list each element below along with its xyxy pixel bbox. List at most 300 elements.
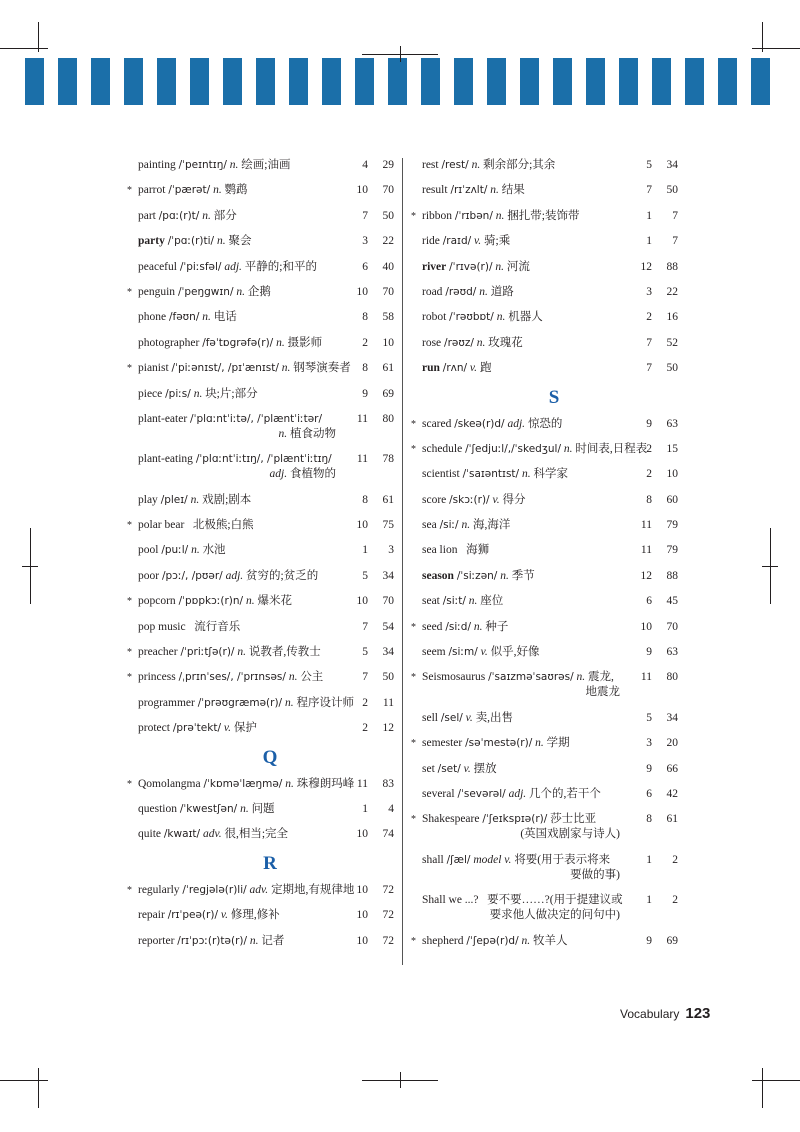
definition: 记者 (261, 934, 285, 947)
unit-number: 8 (362, 362, 368, 375)
unit-number: 10 (356, 184, 368, 197)
header-stripe (124, 58, 143, 105)
definition: 剩余部分;其余 (483, 159, 556, 171)
entry-line (128, 336, 394, 351)
phonetic: /ˈpeɪntɪŋ/ (178, 159, 227, 171)
page-reference: 63 (666, 417, 678, 430)
phonetic: /pleɪ/ (160, 493, 188, 506)
header-stripe (586, 58, 605, 105)
header-stripe (487, 58, 506, 105)
definition: 部分 (213, 209, 237, 222)
headword: penguin (138, 285, 176, 298)
definition: 牧羊人 (533, 934, 568, 947)
part-of-speech: adj. (224, 260, 242, 273)
part-of-speech: n. (490, 184, 499, 197)
part-of-speech: n. (473, 620, 483, 633)
footer-label: Vocabulary (620, 1007, 680, 1021)
part-of-speech: n. (193, 387, 203, 400)
entry-line (412, 209, 678, 224)
phonetic: /ˈpærət/ (168, 184, 211, 197)
phonetic: /rɪˈpeə(r)/ (167, 909, 218, 922)
headword: party (138, 235, 165, 248)
page-reference: 69 (382, 387, 394, 400)
part-of-speech: v. (480, 646, 488, 659)
phonetic: /ˈpeŋgwɪn/ (177, 285, 234, 298)
star-icon: * (127, 596, 132, 608)
definition: 钢琴演奏者 (293, 362, 351, 375)
phonetic: /ˌprɪnˈses/, /ˈprɪnsəs/ (178, 671, 286, 684)
crop-mark (38, 22, 39, 52)
page-reference: 61 (382, 362, 394, 375)
page-reference: 34 (382, 646, 394, 659)
phonetic: /skɔː(r)/ (449, 493, 490, 506)
vocab-entry (412, 518, 678, 533)
entry-line (128, 883, 394, 898)
part-of-speech: n. (276, 336, 285, 349)
entry-line (128, 908, 394, 923)
definition: 时间表,日程表 (575, 442, 648, 455)
headword: schedule (422, 442, 463, 455)
header-stripe (223, 58, 242, 105)
vocab-entry (412, 594, 678, 609)
unit-number: 2 (362, 696, 368, 709)
headword: scared (422, 417, 452, 430)
unit-number: 12 (640, 260, 652, 273)
unit-number: 9 (362, 387, 368, 400)
header-stripe (91, 58, 110, 105)
part-of-speech: adj. (508, 787, 527, 800)
vocab-entry (412, 670, 678, 700)
phonetic: /siː/ (439, 519, 459, 532)
part-of-speech: adv. (249, 883, 269, 896)
headword: seed (422, 620, 443, 633)
definition: 结果 (501, 184, 525, 197)
definition: 程序设计师 (296, 696, 354, 709)
part-of-speech: n. (278, 427, 288, 440)
page-reference: 50 (382, 209, 394, 222)
definition: 河流 (506, 260, 530, 273)
unit-number: 10 (356, 909, 368, 922)
phonetic: /fəʊn/ (168, 311, 200, 324)
unit-number: 11 (640, 519, 652, 532)
unit-number: 11 (640, 671, 652, 684)
definition: 跑 (479, 362, 492, 375)
unit-number: 2 (362, 722, 368, 735)
entry-line (412, 442, 678, 457)
phonetic: /ˈpiːsfəl/ (179, 260, 222, 273)
part-of-speech: v. (469, 362, 478, 375)
definition: 要不要……?(用于提建议或 (487, 894, 623, 907)
page-reference: 75 (382, 519, 394, 532)
unit-number: 7 (646, 336, 652, 349)
definition: 珠穆朗玛峰 (296, 777, 355, 790)
star-icon: * (127, 185, 132, 197)
crop-mark (752, 1080, 800, 1081)
star-icon: * (411, 738, 416, 750)
unit-number: 9 (646, 762, 652, 775)
vocab-entry (128, 260, 394, 275)
entry-line (412, 467, 678, 482)
headword: part (138, 209, 156, 222)
entry-line (128, 934, 394, 949)
part-of-speech: n. (202, 209, 211, 222)
entry-line (412, 260, 678, 275)
entry-continuation (412, 868, 678, 883)
vocab-entry (412, 183, 678, 198)
header-stripe (25, 58, 44, 105)
entry-line (412, 158, 678, 173)
phonetic: /rʌn/ (442, 362, 468, 375)
definition: 贫穷的;贫乏的 (246, 569, 319, 582)
part-of-speech: n. (284, 696, 294, 709)
part-of-speech: adj. (225, 569, 244, 582)
headword: regularly (138, 883, 180, 896)
unit-number: 10 (640, 620, 652, 633)
vocab-entry (128, 387, 394, 402)
phonetic: /puːl/ (161, 544, 189, 557)
part-of-speech: v. (474, 235, 482, 248)
headword: photographer (138, 336, 200, 349)
phonetic: /ˈsevərəl/ (457, 787, 506, 800)
page-reference: 2 (672, 853, 678, 866)
unit-number: 5 (362, 646, 368, 659)
page-reference: 70 (382, 285, 394, 298)
page-reference: 16 (666, 311, 678, 324)
header-stripe (157, 58, 176, 105)
phonetic: /prəˈtekt/ (172, 722, 221, 735)
star-icon: * (411, 672, 416, 684)
part-of-speech: adj. (507, 417, 526, 430)
headword: season (422, 569, 454, 582)
vocab-entry (128, 620, 394, 635)
headword: score (422, 493, 447, 506)
headword: shall (422, 853, 444, 866)
unit-number: 1 (646, 853, 652, 866)
definition: 鹦鹉 (224, 184, 248, 197)
headword: set (422, 762, 435, 775)
unit-number: 5 (362, 569, 368, 582)
part-of-speech: n. (249, 934, 259, 947)
headword: piece (138, 387, 163, 400)
header-stripe (388, 58, 407, 105)
vocab-entry (128, 336, 394, 351)
definition: 定期地,有规律地 (271, 883, 355, 896)
phonetic: /ˈpɑː(r)ti/ (167, 235, 215, 248)
page-reference: 20 (666, 737, 678, 750)
part-of-speech: n. (216, 235, 226, 248)
vocab-entry (128, 234, 394, 249)
part-of-speech: n. (563, 442, 573, 455)
star-icon: * (127, 647, 132, 659)
entry-line (128, 645, 394, 660)
unit-number: 2 (646, 468, 652, 481)
entry-line (128, 777, 394, 792)
part-of-speech: v. (220, 909, 228, 922)
vocab-entry (128, 543, 394, 558)
definition: 海狮 (466, 544, 490, 557)
definition: 得分 (502, 493, 526, 506)
page-reference: 83 (382, 777, 394, 790)
header-stripe (322, 58, 341, 105)
star-icon: * (127, 778, 132, 790)
page-reference: 69 (666, 934, 678, 947)
page-number: 123 (685, 1005, 711, 1022)
headword: popcorn (138, 595, 176, 608)
entry-line (128, 260, 394, 275)
star-icon: * (127, 520, 132, 532)
entry-line (128, 158, 394, 173)
entry-line (412, 310, 678, 325)
entry-line (128, 452, 394, 467)
definition: 摄影师 (287, 336, 323, 349)
unit-number: 11 (356, 412, 368, 425)
entry-line (128, 493, 394, 508)
entry-continuation (412, 827, 678, 842)
definition: 保护 (233, 722, 257, 735)
entry-line (412, 853, 678, 868)
unit-number: 11 (356, 453, 368, 466)
headword: seat (422, 595, 440, 608)
section-letter: S (548, 386, 560, 408)
headword: run (422, 362, 440, 375)
definition: 食植物的 (290, 468, 336, 481)
headword: parrot (138, 184, 166, 197)
entry-line (412, 493, 678, 508)
entry-line (412, 812, 678, 827)
definition: 很,相当;完全 (224, 828, 289, 841)
vocab-entry (128, 361, 394, 376)
phonetic: /rɪˈzʌlt/ (450, 184, 488, 197)
vocab-entry (128, 696, 394, 711)
vocab-entry (128, 493, 394, 508)
star-icon: * (411, 210, 416, 222)
entry-continuation (412, 685, 678, 700)
part-of-speech: n. (521, 468, 531, 481)
definition: 道路 (490, 285, 514, 298)
entry-line (128, 543, 394, 558)
vocab-entry (412, 569, 678, 584)
vocab-entry (412, 417, 678, 432)
phonetic: /siːd/ (445, 620, 471, 633)
unit-number: 2 (646, 442, 652, 455)
entry-line (412, 594, 678, 609)
part-of-speech: n. (471, 159, 481, 171)
definition: 骑;乘 (484, 235, 511, 248)
phonetic: /ˈrɪvə(r)/ (449, 260, 493, 273)
unit-number: 9 (646, 934, 652, 947)
phonetic: /rɪˈpɔː(r)tə(r)/ (177, 934, 248, 947)
unit-number: 2 (362, 336, 368, 349)
definition: 莎士比亚 (550, 813, 597, 826)
definition: 绘画;油画 (241, 159, 291, 171)
entry-line (128, 827, 394, 842)
vocab-entry (412, 158, 678, 173)
definition: 玫瑰花 (488, 336, 523, 349)
phonetic: /ˈʃepə(r)d/ (466, 934, 519, 947)
definition: 将要(用于表示将来 (514, 853, 611, 866)
phonetic: /ʃæl/ (446, 853, 471, 866)
unit-number: 10 (356, 883, 368, 896)
page-reference: 61 (382, 493, 394, 506)
unit-number: 10 (356, 828, 368, 841)
star-icon: * (127, 672, 132, 684)
headword: pianist (138, 362, 169, 375)
vocab-entry (412, 620, 678, 635)
vocab-entry (412, 310, 678, 325)
headword: Seismosaurus (422, 671, 486, 684)
unit-number: 10 (356, 595, 368, 608)
page-reference: 45 (666, 595, 678, 608)
page-reference: 10 (382, 336, 394, 349)
unit-number: 7 (362, 671, 368, 684)
definition: 摆放 (473, 762, 497, 775)
vocab-entry (412, 787, 678, 802)
entry-line (412, 569, 678, 584)
headword: shepherd (422, 934, 464, 947)
phonetic: /ˈregjələ(r)li/ (182, 883, 247, 896)
entry-line (128, 569, 394, 584)
unit-number: 8 (362, 493, 368, 506)
vocab-entry (412, 711, 678, 726)
headword: princess (138, 671, 176, 684)
part-of-speech: n. (496, 311, 506, 324)
vocab-entry (412, 361, 678, 376)
entry-line (412, 543, 678, 558)
header-stripe (256, 58, 275, 105)
definition: 地震龙 (585, 686, 620, 699)
unit-number: 1 (362, 802, 368, 815)
vocab-entry (128, 883, 394, 898)
part-of-speech: n. (202, 311, 211, 324)
part-of-speech: n. (229, 159, 239, 171)
entry-line (128, 285, 394, 300)
headword: Shakespeare (422, 813, 480, 826)
part-of-speech: n. (191, 544, 200, 557)
entry-line (128, 518, 394, 533)
definition: 科学家 (533, 468, 568, 481)
entry-line (128, 721, 394, 736)
vocab-entry (128, 412, 394, 442)
phonetic: /rəʊz/ (444, 336, 474, 349)
page-reference: 15 (666, 442, 678, 455)
header-band (25, 58, 770, 105)
page-reference: 74 (382, 828, 394, 841)
definition: 惊恐的 (527, 417, 563, 430)
page-reference: 80 (382, 412, 394, 425)
star-icon: * (411, 443, 416, 455)
unit-number: 6 (646, 595, 652, 608)
definition: 北极熊;白熊 (192, 519, 254, 532)
unit-number: 7 (362, 620, 368, 633)
phonetic: /kwaɪt/ (163, 828, 201, 841)
page-footer (620, 1005, 710, 1023)
star-icon: * (411, 621, 416, 633)
unit-number: 1 (362, 544, 368, 557)
page-reference: 79 (666, 544, 678, 557)
vocab-entry (412, 467, 678, 482)
vocab-entry (412, 736, 678, 751)
entry-line (412, 361, 678, 376)
headword: question (138, 802, 177, 815)
definition: 块;片;部分 (205, 387, 258, 400)
page-reference: 60 (666, 493, 678, 506)
headword: scientist (422, 468, 460, 481)
header-stripe (520, 58, 539, 105)
unit-number: 12 (640, 569, 652, 582)
entry-line (412, 518, 678, 533)
definition: 植食动物 (290, 427, 336, 440)
page-reference: 42 (666, 787, 678, 800)
page-reference: 52 (666, 336, 678, 349)
phonetic: /skeə(r)d/ (454, 417, 505, 430)
page-reference: 11 (382, 696, 394, 709)
headword: phone (138, 311, 167, 324)
page-reference: 50 (666, 362, 678, 375)
entry-line (412, 183, 678, 198)
definition: 座位 (480, 595, 504, 608)
headword: reporter (138, 934, 175, 947)
headword: sell (422, 711, 438, 724)
phonetic: /siːm/ (448, 646, 478, 659)
part-of-speech: model v. (473, 853, 512, 866)
definition: 企鹅 (247, 285, 271, 298)
unit-number: 10 (356, 285, 368, 298)
page-reference: 7 (672, 209, 678, 222)
vocab-entry (128, 518, 394, 533)
page-reference: 88 (666, 260, 678, 273)
definition: 卖,出售 (475, 711, 514, 724)
page-reference: 22 (382, 235, 394, 248)
definition: 震龙, (588, 671, 614, 684)
vocab-entry (128, 777, 394, 792)
headword: sea (422, 519, 437, 532)
unit-number: 7 (646, 184, 652, 197)
star-icon: * (411, 935, 416, 947)
crop-mark (400, 46, 401, 62)
headword: pop music (138, 620, 186, 633)
phonetic: /piːs/ (165, 387, 191, 400)
entry-line (128, 209, 394, 224)
vocab-entry (412, 812, 678, 842)
vocab-entry (128, 209, 394, 224)
crop-mark (0, 1080, 48, 1081)
vocabulary-column-left (128, 158, 394, 959)
unit-number: 1 (646, 209, 652, 222)
entry-line (128, 361, 394, 376)
unit-number: 6 (362, 260, 368, 273)
page-reference: 63 (666, 646, 678, 659)
headword: polar bear (138, 519, 185, 532)
star-icon: * (127, 363, 132, 375)
star-icon: * (411, 418, 416, 430)
unit-number: 11 (356, 777, 368, 790)
entry-line (412, 336, 678, 351)
header-stripe (652, 58, 671, 105)
entry-line (412, 787, 678, 802)
definition: 修理,修补 (230, 909, 280, 922)
page-reference: 70 (666, 620, 678, 633)
entry-line (412, 670, 678, 685)
entry-line (412, 762, 678, 777)
phonetic: /sel/ (440, 711, 463, 724)
phonetic: /ˈpɒpkɔː(r)n/ (178, 595, 244, 608)
phonetic: /ˈpriːtʃə(r)/ (180, 646, 235, 659)
unit-number: 3 (646, 737, 652, 750)
entry-line (412, 285, 678, 300)
page-reference: 72 (382, 934, 394, 947)
phonetic: /ˈsiːzən/ (456, 569, 498, 582)
headword: pool (138, 544, 159, 557)
